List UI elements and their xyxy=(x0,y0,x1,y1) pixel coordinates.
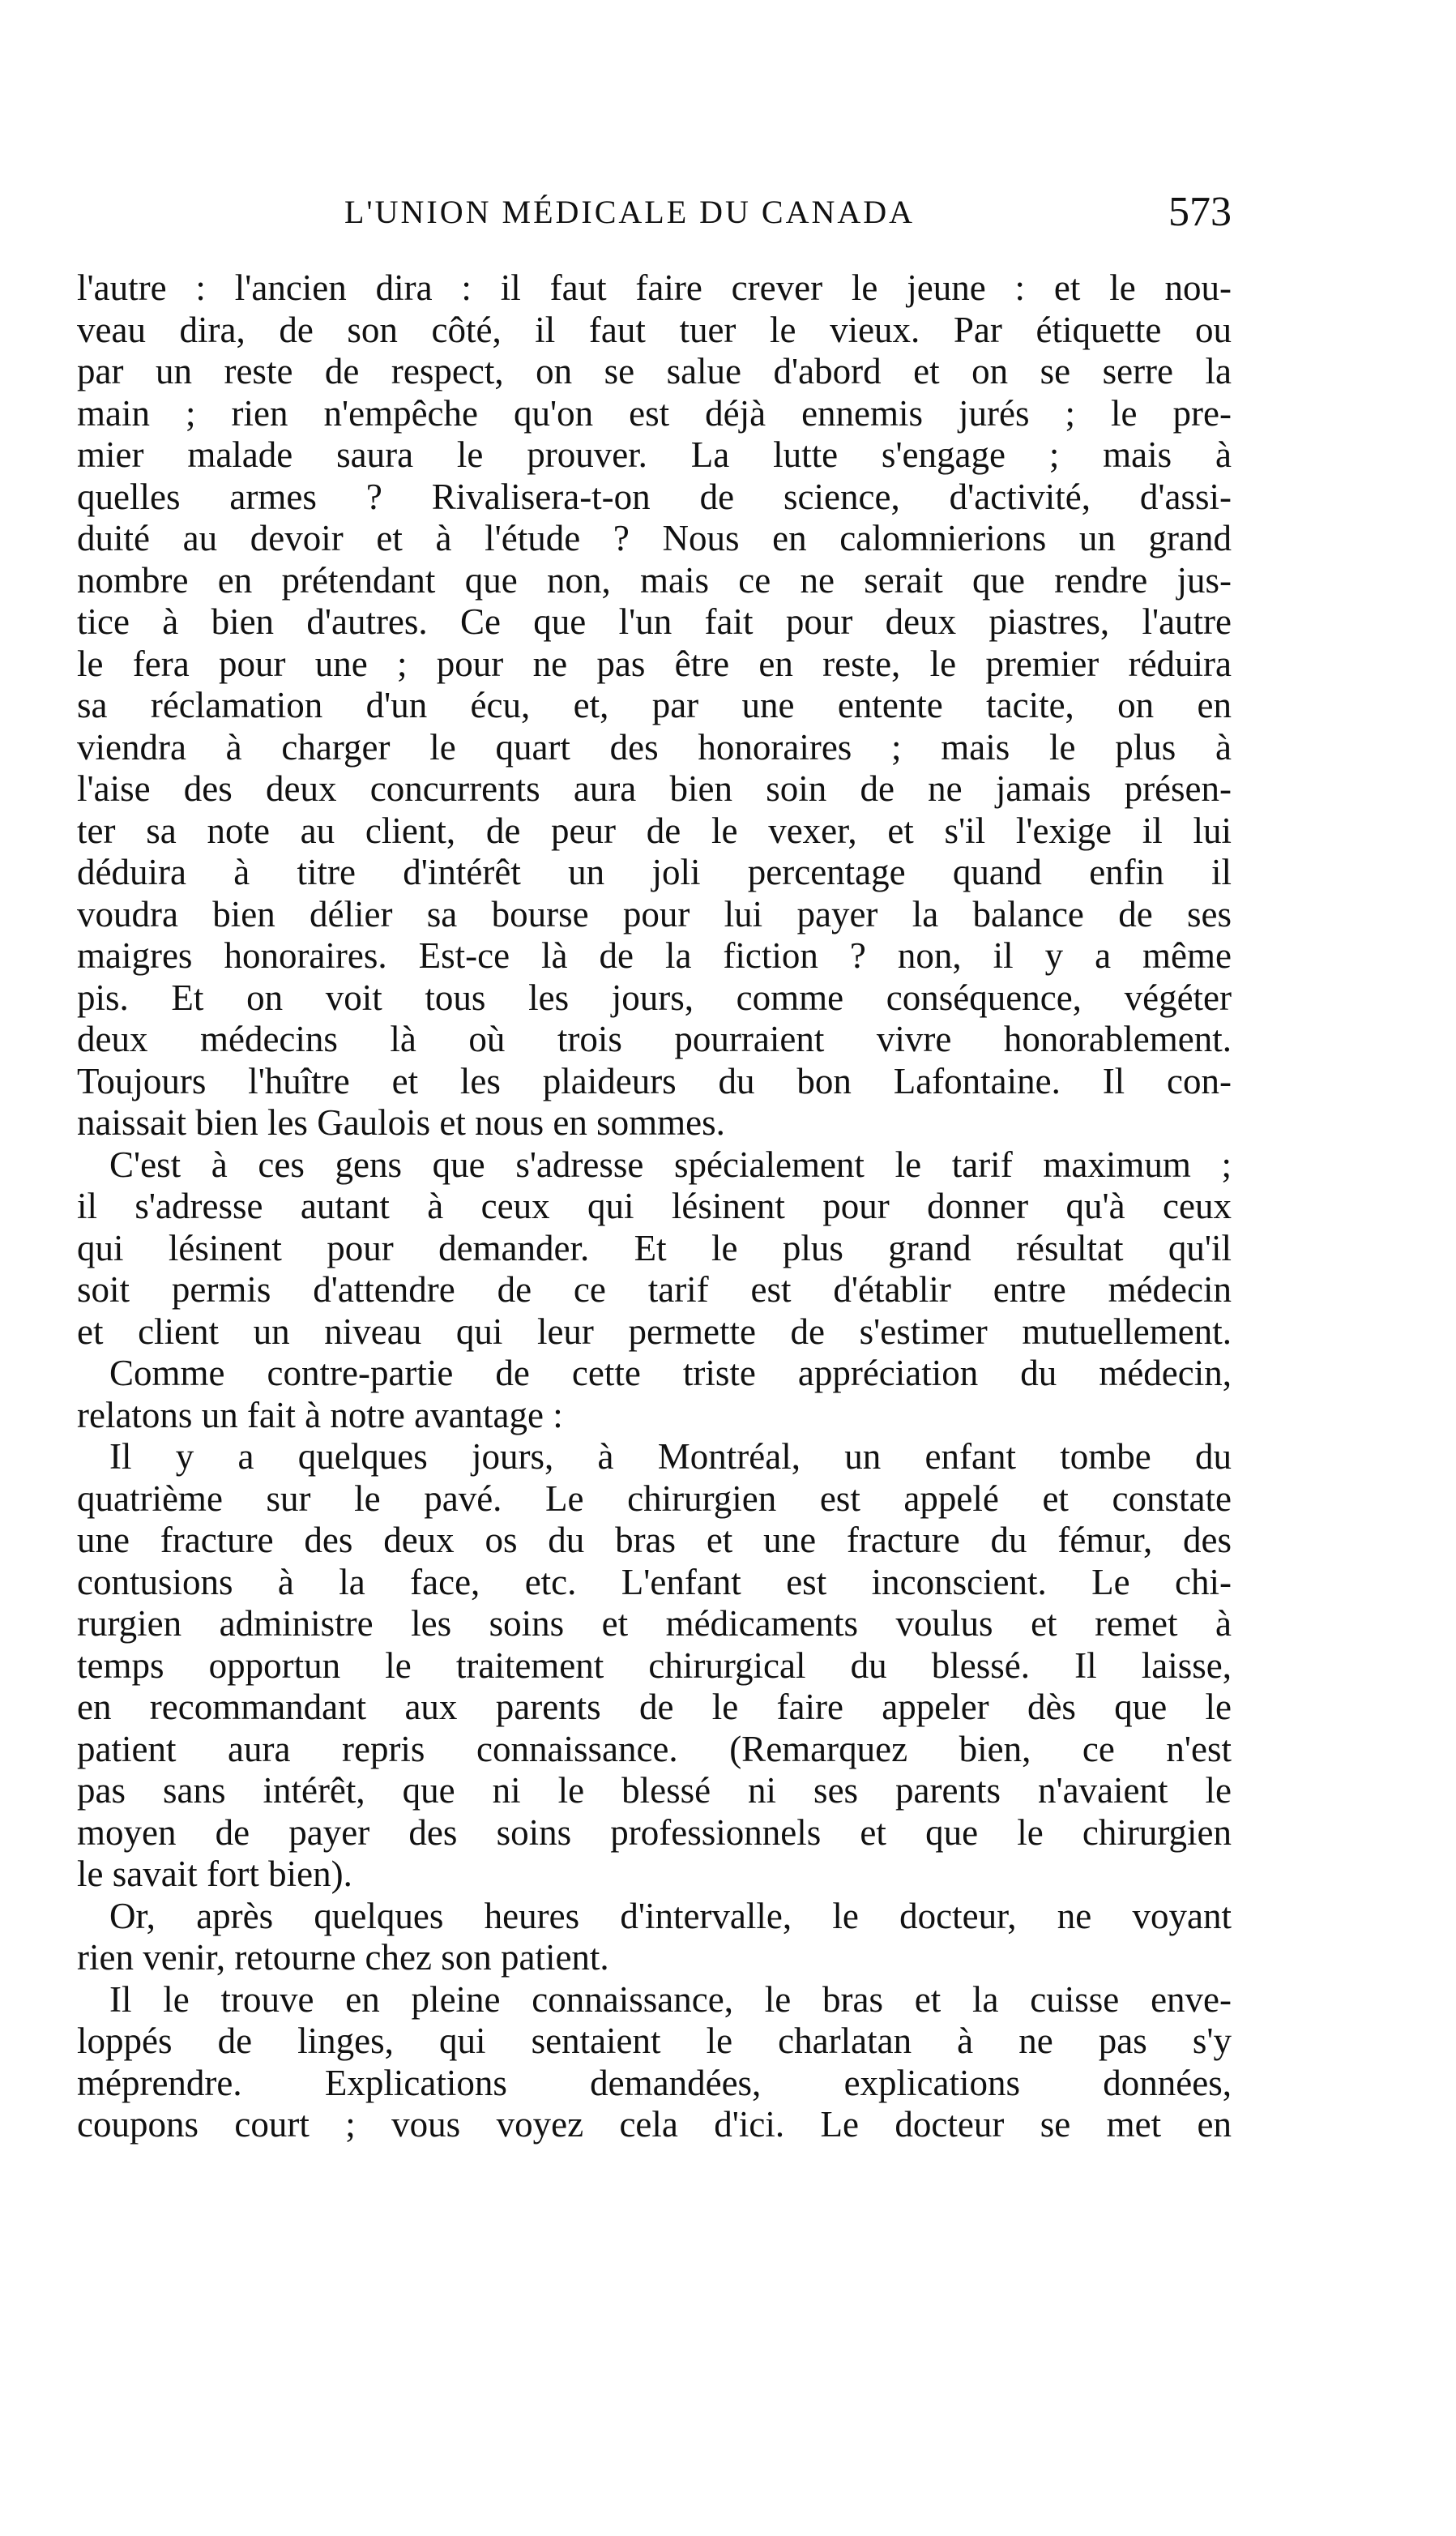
text-line: Toujours l'huître et les plaideurs du bon Lafontaine. Il con- xyxy=(77,1060,1232,1101)
text-line: le savait fort bien). xyxy=(77,1854,352,1894)
text-line: mier malade saura le prouver. La lutte s'engage ; mais à xyxy=(77,434,1232,475)
text-line: l'autre : l'ancien dira : il faut faire crever le jeune : et le nou- xyxy=(77,267,1232,308)
text-line: C'est à ces gens que s'adresse spécialement le tarif maximum ; xyxy=(109,1144,1232,1185)
text-line: maigres honoraires. Est-ce là de la fiction ? non, il y a même xyxy=(77,935,1232,976)
text-line: l'aise des deux concurrents aura bien soin de ne jamais présen- xyxy=(77,768,1232,809)
text-line: déduira à titre d'intérêt un joli percentage quand enfin il xyxy=(77,852,1232,892)
text-line: relatons un fait à notre avantage : xyxy=(77,1394,563,1435)
text-line: rien venir, retourne chez son patient. xyxy=(77,1937,609,1978)
text-line: tice à bien d'autres. Ce que l'un fait pour deux piastres, l'autre xyxy=(77,601,1232,642)
text-line: ter sa note au client, de peur de le vexer, et s'il l'exige il lui xyxy=(77,810,1232,851)
page-number: 573 xyxy=(1168,189,1232,235)
text-line: pas sans intérêt, que ni le blessé ni ses parents n'avaient le xyxy=(77,1770,1232,1811)
text-line: deux médecins là où trois pourraient vivre honorablement. xyxy=(77,1019,1232,1059)
text-line: nombre en prétendant que non, mais ce ne serait que rendre jus- xyxy=(77,559,1232,601)
text-line: Comme contre-partie de cette triste appréciation du médecin, xyxy=(109,1353,1232,1393)
text-line: main ; rien n'empêche qu'on est déjà ennemis jurés ; le pre- xyxy=(77,392,1232,434)
text-line: quelles armes ? Rivalisera-t-on de science, d'activité, d'assi- xyxy=(77,476,1232,517)
text-line: loppés de linges, qui sentaient le charlatan à ne pas s'y xyxy=(77,2021,1232,2061)
text-line: le fera pour une ; pour ne pas être en reste, le premier réduira xyxy=(77,643,1232,684)
text-line: pis. Et on voit tous les jours, comme conséquence, végéter xyxy=(77,977,1232,1018)
text-line: il s'adresse autant à ceux qui lésinent pour donner qu'à ceux xyxy=(77,1186,1232,1226)
text-line: par un reste de respect, on se salue d'abord et on se serre la xyxy=(77,351,1232,391)
text-line: veau dira, de son côté, il faut tuer le vieux. Par étiquette ou xyxy=(77,309,1232,350)
running-head: L'UNION MÉDICALE DU CANADA xyxy=(344,194,916,230)
text-line: rurgien administre les soins et médicaments voulus et remet à xyxy=(77,1603,1232,1644)
text-line: Il le trouve en pleine connaissance, le bras et la cuisse enve- xyxy=(109,1978,1232,2020)
text-line: contusions à la face, etc. L'enfant est inconscient. Le chi- xyxy=(77,1561,1232,1602)
text-line: soit permis d'attendre de ce tarif est d'établir entre médecin xyxy=(77,1269,1232,1310)
text-line: coupons court ; vous voyez cela d'ici. Le docteur se met en xyxy=(77,2104,1232,2145)
text-line: méprendre. Explications demandées, explications données, xyxy=(77,2062,1232,2103)
text-line: et client un niveau qui leur permette de s'estimer mutuellement. xyxy=(77,1311,1232,1352)
text-line: Il y a quelques jours, à Montréal, un enfant tombe du xyxy=(109,1436,1232,1477)
text-line: temps opportun le traitement chirurgical du blessé. Il laisse, xyxy=(77,1644,1232,1686)
text-line: naissait bien les Gaulois et nous en sommes. xyxy=(77,1102,725,1143)
text-line: en recommandant aux parents de le faire appeler dès que le xyxy=(77,1687,1232,1727)
text-line: duité au devoir et à l'étude ? Nous en calomnierions un grand xyxy=(77,518,1232,558)
text-line: qui lésinent pour demander. Et le plus grand résultat qu'il xyxy=(77,1227,1232,1268)
text-line: sa réclamation d'un écu, et, par une entente tacite, on en xyxy=(77,685,1232,725)
text-line: patient aura repris connaissance. (Remarquez bien, ce n'est xyxy=(77,1728,1232,1769)
text-line: une fracture des deux os du bras et une fracture du fémur, des xyxy=(77,1520,1232,1560)
text-line: moyen de payer des soins professionnels et que le chirurgien xyxy=(77,1811,1232,1853)
text-line: voudra bien délier sa bourse pour lui payer la balance de ses xyxy=(77,893,1232,934)
page-header xyxy=(77,189,1232,242)
text-line: Or, après quelques heures d'intervalle, le docteur, ne voyant xyxy=(109,1895,1232,1936)
text-line: viendra à charger le quart des honoraires ; mais le plus à xyxy=(77,726,1232,768)
text-line: quatrième sur le pavé. Le chirurgien est appelé et constate xyxy=(77,1478,1232,1519)
body-text xyxy=(77,267,1232,2146)
